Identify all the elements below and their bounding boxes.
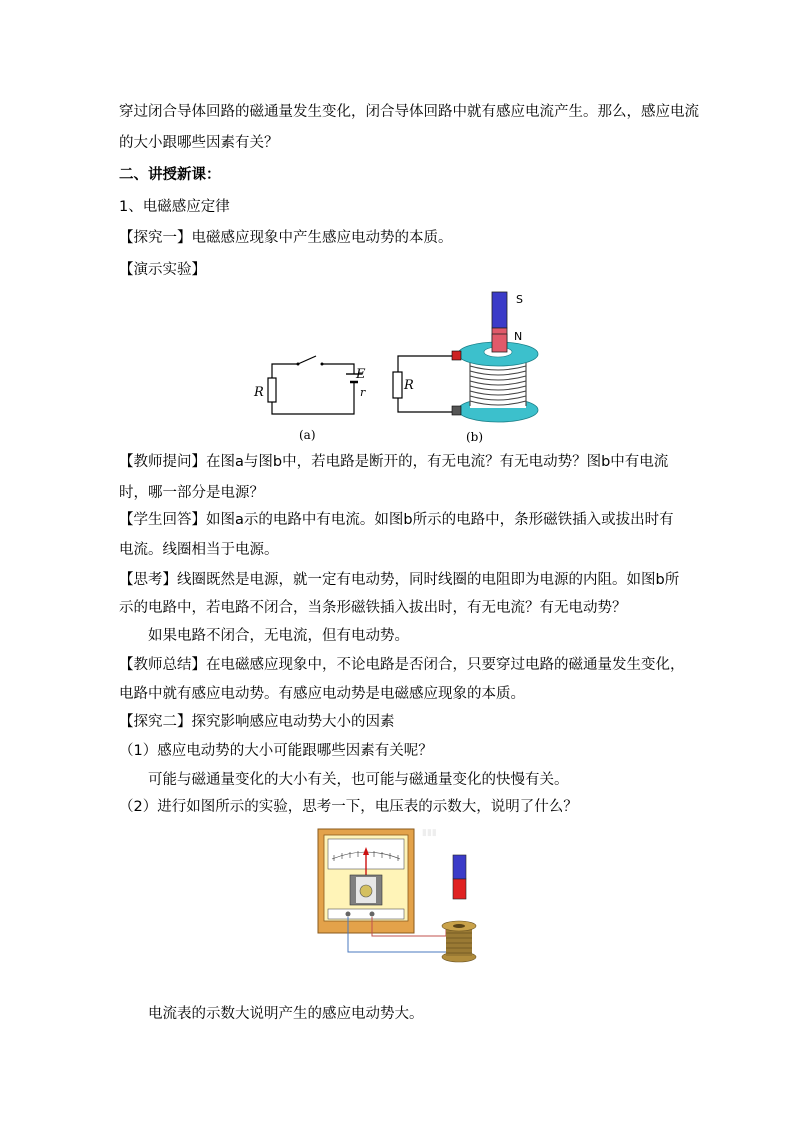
magnet-red-pole — [453, 879, 466, 899]
section-heading: 二、讲授新课： — [119, 167, 221, 183]
magnet-s-pole — [492, 292, 507, 328]
demo-label: 【演示实验】 — [119, 262, 206, 278]
terminal-right — [370, 912, 375, 917]
label-r-b: R — [404, 378, 414, 393]
para-intro-line2: 的大小跟哪些因素有关？ — [119, 135, 279, 151]
thinking-line1: 【思考】线圈既然是电源，就一定有电动势，同时线圈的电阻即为电源的内阻。如图b所 — [119, 572, 680, 588]
label-r-internal: r — [360, 386, 366, 399]
terminal-top — [452, 351, 461, 360]
magnet-blue-pole — [453, 855, 466, 879]
question-one: （1）感应电动势的大小可能跟哪些因素有关呢？ — [119, 743, 433, 759]
explore-two: 【探究二】探究影响感应电动势大小的因素 — [119, 714, 395, 730]
thinking-line2: 示的电路中，若电路不闭合，当条形磁铁插入拔出时，有无电流？有无电动势？ — [119, 600, 627, 616]
resistor-icon — [268, 378, 276, 402]
switch-icon — [298, 356, 316, 364]
svg-text:▮▮▮: ▮▮▮ — [422, 828, 437, 838]
coil-magnet-diagram-b — [390, 288, 550, 446]
meter-coil-experiment — [310, 825, 500, 970]
teacher-summary-line2: 电路中就有感应电动势。有感应电动势是电磁感应现象的本质。 — [119, 686, 525, 702]
terminal-left — [346, 912, 351, 917]
label-n: N — [514, 330, 523, 343]
circuit-diagram-a — [250, 350, 380, 445]
para-intro-line1: 穿过闭合导体回路的磁通量发生变化，闭合导体回路中就有感应电流产生。那么，感应电流 — [119, 104, 699, 120]
conclusion: 电流表的示数大说明产生的感应电动势大。 — [148, 1006, 424, 1022]
label-e: E — [356, 367, 366, 382]
teacher-question-line1: 【教师提问】在图a与图b中，若电路是断开的，有无电流？有无电动势？图b中有电流 — [119, 454, 669, 470]
teacher-summary-line1: 【教师总结】在电磁感应现象中，不论电路是否闭合，只要穿过电路的磁通量发生变化， — [119, 657, 685, 673]
caption-a: (a) — [299, 428, 316, 442]
teacher-question-line2: 时，哪一部分是电源？ — [119, 485, 264, 501]
label-s: S — [516, 293, 523, 306]
caption-b: (b) — [466, 430, 484, 444]
resistor-icon — [393, 372, 402, 398]
question-two: （2）进行如图所示的实验，思考一下，电压表的示数大，说明了什么？ — [119, 799, 578, 815]
subsection-heading: 1、电磁感应定律 — [119, 199, 230, 215]
student-answer-line1: 【学生回答】如图a示的电路中有电流。如图b所示的电路中，条形磁铁插入或拔出时有 — [119, 512, 674, 528]
label-r-a: R — [254, 385, 264, 400]
explore-one: 【探究一】电磁感应现象中产生感应电动势的本质。 — [119, 230, 453, 246]
student-answer-line2: 电流。线圈相当于电源。 — [119, 542, 279, 558]
thinking-answer: 如果电路不闭合，无电流，但有电动势。 — [148, 628, 409, 644]
answer-one: 可能与磁通量变化的大小有关，也可能与磁通量变化的快慢有关。 — [148, 772, 569, 788]
coil-icon — [446, 928, 472, 956]
terminal-bottom — [452, 406, 461, 415]
